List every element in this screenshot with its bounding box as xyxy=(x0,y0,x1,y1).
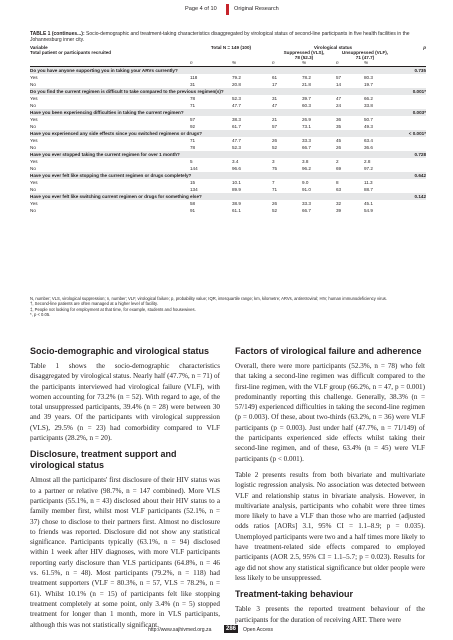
cell-n: 134 xyxy=(190,187,198,192)
page-number: Page 4 of 10 xyxy=(185,6,217,12)
section-heading: Disclosure, treatment support and virological status xyxy=(30,449,177,471)
head-n-total: n xyxy=(190,60,232,67)
table-note: N, number; VLS, virological suppression; n, number; VLF, virological failure; p, probability value; IQR, interquartile range; km, kilometre; ARVs, antiretroviral; HIV, human immunodeficiency virus. xyxy=(30,296,388,301)
cell-sn: 61 xyxy=(272,75,278,80)
cell-sp: 91.0 xyxy=(302,187,311,192)
p-value: 0.642 xyxy=(394,172,426,179)
cell-up: 80.3 xyxy=(364,75,373,80)
paragraph: Almost all the participants' first disclosure of their HIV status was to a partner or relative (98.7%, n = 147 combined). More VLS participants (55.1%, n = 43) disclosed about their HIV status to a family member first, whilst most VLF participants (52.1%, n = 37) chose to disclose to their partners first. Almost no disclosure to friends was reported. Disclosure did not show any statistical significance. Participants typically (63.1%, n = 94) disclosed within 1 week after HIV diagnoses, with more VLF participants reporting early disclosure than VLS participants (64.8%, n = 46 vs. 61.5%, n = 48). Most participants (79.2%, n = 118) had treatment supporters (VLF = 80.3%, n = 57, VLS = 78.2%, n = 61). Whilst 10.1% (n = 15) of participants felt like stopping treatment completely at some point, only 3.4% (n = 5) stopped treatment for longer than 1 month, more in VLS participants, although this was not statistically significant. xyxy=(30,476,220,629)
cell-un: 63 xyxy=(336,187,342,192)
table-row xyxy=(30,137,426,144)
cell-sn: 17 xyxy=(272,82,278,87)
right-column xyxy=(235,346,425,631)
table-row xyxy=(30,102,426,109)
cell-p: 38.3 xyxy=(232,117,241,122)
table-row xyxy=(30,116,426,123)
table-caption xyxy=(30,31,430,43)
table-row xyxy=(30,179,426,186)
cell-un: 24 xyxy=(336,103,342,108)
journal-url-link[interactable]: http://www.sajhivmed.org.za xyxy=(148,627,212,633)
cell-un: 57 xyxy=(336,75,342,80)
paragraph: Overall, there were more participants (52.3%, n = 78) who felt that taking a second-line regimen was difficult compared to the first-line regimen, with the VLF group (66.2%, n = 47, p = 0.001) predominantly reporting this challenge. Generally, 38.3% (n = 57/149) experienced difficulties in taking the second-line regimen (p = 0.003). Of these, about two-thirds (63.2%, n = 36) were VLF participants (p = 0.003). Just under half (47.7%, n = 71/149) of the participants experienced side effects whilst taking their second-line regimen, and of these, 63.4% (n = 45) were VLF participants (p < 0.001). xyxy=(235,362,425,463)
row-label: No xyxy=(30,124,36,129)
row-label: Yes xyxy=(30,159,38,164)
p-value: 0.735 xyxy=(394,67,426,75)
left-column xyxy=(30,346,220,636)
question-text: Have you ever felt like switching current regimen or drugs for something else? xyxy=(30,193,394,200)
cell-un: 2 xyxy=(336,159,339,164)
cell-sn: 7 xyxy=(272,180,275,185)
head-n-supp: n xyxy=(272,60,302,67)
cell-sp: 33.3 xyxy=(302,201,311,206)
row-label: Yes xyxy=(30,138,38,143)
cell-up: 11.3 xyxy=(364,180,373,185)
paragraph: Table 1 shows the socio-demographic characteristics disaggregated by virological status. Nearly half (47.7%, n = 71) of the participants interviewed had virological failure (VLF), with women accounting for 73.2% (n = 52). With regard to age, of the total unsuppressed participants, 39.4% (n = 28) were between 30 and 39 years. Of the participants with virological suppression (VLS), 29.5% (n = 23) had comorbidity compared to VLF participants (28.2%, n = 20). xyxy=(30,362,220,443)
section-heading: Factors of virological failure and adherence xyxy=(235,346,422,356)
page-header xyxy=(0,4,453,16)
cell-sp: 3.8 xyxy=(302,159,309,164)
cell-n: 71 xyxy=(190,103,196,108)
cell-p: 47.7 xyxy=(232,103,241,108)
row-label: Yes xyxy=(30,75,38,80)
row-label: Yes xyxy=(30,96,38,101)
cell-n: 31 xyxy=(190,82,196,87)
cell-p: 10.1 xyxy=(232,180,241,185)
table-note: ‡, People not looking for employment at that time, for example, students and housewives. xyxy=(30,306,196,312)
cell-un: 36 xyxy=(336,117,342,122)
cell-n: 58 xyxy=(190,201,196,206)
head-unsuppressed-n: 71 (47.7) xyxy=(355,55,375,60)
data-table xyxy=(30,45,426,214)
question-text: Do you have anyone supporting you in taking your ARVs currently? xyxy=(30,67,394,75)
row-label: No xyxy=(30,166,36,171)
table-row xyxy=(30,95,426,102)
question-text: Do you find the current regimen is difficult to take compared to the previous regimen(s)? xyxy=(30,88,394,95)
question-row xyxy=(30,151,426,158)
cell-n: 57 xyxy=(190,117,196,122)
paragraph: Table 2 presents results from both bivariate and multivariate logistic regression analysis. No association was detected between VLF and relationship status in bivariate analysis. However, in multivariate analysis, participants who cohabit were three times more likely to have a VLF than those who are married (adjusted odds ratios [AORs] 3.1, 95% CI = 1.1–8.9; p = 0.035). Unemployed participants were two and a half times more likely to have treatment-related side effects compared to employed participants (AOR 2.5, 95% CI = 1.1–5.7; p = 0.023). Results for age did not show any statistical significance but older people were less likely to be unsuppressed. xyxy=(235,470,425,582)
head-suppressed-label: Suppressed (VLS), xyxy=(283,50,325,55)
table-row xyxy=(30,200,426,207)
cell-un: 26 xyxy=(336,145,342,150)
table-notes xyxy=(30,296,430,317)
cell-sp: 60.3 xyxy=(302,103,311,108)
cell-p: 38.9 xyxy=(232,201,241,206)
table-row xyxy=(30,74,426,81)
row-label: No xyxy=(30,187,36,192)
cell-sn: 31 xyxy=(272,96,278,101)
cell-p: 20.8 xyxy=(232,82,241,87)
question-row xyxy=(30,172,426,179)
head-viro: Virological status xyxy=(313,45,353,50)
cell-sn: 26 xyxy=(272,138,278,143)
cell-p: 3.4 xyxy=(232,159,239,164)
header-accent-bar xyxy=(226,4,229,15)
question-row xyxy=(30,67,426,75)
cell-un: 69 xyxy=(336,166,342,171)
table-row xyxy=(30,123,426,130)
cell-up: 54.9 xyxy=(364,208,373,213)
cell-n: 71 xyxy=(190,138,196,143)
question-text: Have you ever stopped taking the current regimen for over 1 month? xyxy=(30,151,394,158)
cell-up: 88.7 xyxy=(364,187,373,192)
cell-sn: 52 xyxy=(272,145,278,150)
cell-sn: 47 xyxy=(272,103,278,108)
row-label: Yes xyxy=(30,180,38,185)
cell-up: 19.7 xyxy=(364,82,373,87)
row-label: No xyxy=(30,145,36,150)
paragraph: Table 3 presents the reported treatment behaviour of the participants for the duration of receiving ART. There were xyxy=(235,605,425,624)
row-label: Yes xyxy=(30,201,38,206)
cell-sp: 9.0 xyxy=(302,180,309,185)
cell-n: 118 xyxy=(190,75,198,80)
cell-p: 96.6 xyxy=(232,166,241,171)
head-total: Total N = 149 (100) xyxy=(210,45,252,50)
question-text: Have you been experiencing difficulties in taking the current regimen? xyxy=(30,109,394,116)
cell-up: 63.4 xyxy=(364,138,373,143)
table-note: *, p < 0.05. xyxy=(30,311,51,317)
cell-sn: 57 xyxy=(272,124,278,129)
table-row xyxy=(30,207,426,214)
row-label: No xyxy=(30,103,36,108)
cell-un: 8 xyxy=(336,180,339,185)
section-label: Original Research xyxy=(234,6,279,12)
cell-n: 92 xyxy=(190,124,196,129)
cell-sp: 21.8 xyxy=(302,82,311,87)
cell-p: 79.2 xyxy=(232,75,241,80)
cell-p: 89.9 xyxy=(232,187,241,192)
question-text: Have you experienced any side effects since you switched regimens or drugs? xyxy=(30,130,394,137)
cell-n: 91 xyxy=(190,208,196,213)
cell-sp: 66.7 xyxy=(302,145,311,150)
table-row xyxy=(30,144,426,151)
cell-p: 61.1 xyxy=(232,208,241,213)
head-pct-total: % xyxy=(232,60,272,67)
question-row xyxy=(30,109,426,116)
cell-un: 39 xyxy=(336,208,342,213)
open-access-label: Open Access xyxy=(243,627,274,633)
head-pct-unsupp: % xyxy=(364,60,394,67)
p-value: < 0.001* xyxy=(394,130,426,137)
cell-n: 15 xyxy=(190,180,196,185)
cell-sp: 96.2 xyxy=(302,166,311,171)
page-footer xyxy=(0,625,453,637)
cell-un: 47 xyxy=(336,96,342,101)
cell-up: 45.1 xyxy=(364,201,373,206)
p-value: 0.142 xyxy=(394,193,426,200)
cell-n: 78 xyxy=(190,145,196,150)
head-unsuppressed-label: Unsuppressed (VLF), xyxy=(341,50,389,55)
question-text: Have you ever felt like stopping the current regimen or drugs completely? xyxy=(30,172,394,179)
head-variable: Variable xyxy=(30,45,48,50)
question-row xyxy=(30,193,426,200)
table-caption-text: Socio-demographic and treatment-taking characteristics disaggregated by virological status of second-line participants in five health facilities in the Johannesburg inner city. xyxy=(30,31,410,44)
cell-un: 45 xyxy=(336,138,342,143)
cell-un: 35 xyxy=(336,124,342,129)
row-label: No xyxy=(30,208,36,213)
cell-sp: 26.9 xyxy=(302,117,311,122)
cell-sn: 75 xyxy=(272,166,278,171)
head-p: p xyxy=(423,45,426,50)
cell-p: 52.3 xyxy=(232,96,241,101)
table-row xyxy=(30,158,426,165)
cell-p: 61.7 xyxy=(232,124,241,129)
cell-up: 36.6 xyxy=(364,145,373,150)
p-value: 0.728 xyxy=(394,151,426,158)
row-label: No xyxy=(30,82,36,87)
cell-n: 78 xyxy=(190,96,196,101)
cell-up: 33.8 xyxy=(364,103,373,108)
table-row xyxy=(30,81,426,88)
cell-un: 32 xyxy=(336,201,342,206)
cell-sn: 3 xyxy=(272,159,275,164)
head-suppressed xyxy=(272,50,336,60)
cell-up: 50.7 xyxy=(364,117,373,122)
section-heading: Treatment-taking behaviour xyxy=(235,589,354,600)
cell-sn: 26 xyxy=(272,201,278,206)
table-note: †, Second-line patients are often managed at a higher level of facility. xyxy=(30,301,158,307)
table-head-row-2 xyxy=(30,50,426,60)
cell-up: 49.3 xyxy=(364,124,373,129)
section-heading: Socio-demographic and virological status xyxy=(30,346,210,356)
table-row xyxy=(30,165,426,172)
p-value: 0.003* xyxy=(394,109,426,116)
cell-n: 144 xyxy=(190,166,198,171)
cell-up: 2.8 xyxy=(364,159,371,164)
table-row xyxy=(30,186,426,193)
head-pct-supp: % xyxy=(302,60,336,67)
cell-n: 5 xyxy=(190,159,193,164)
row-label: Yes xyxy=(30,117,38,122)
cell-sp: 78.2 xyxy=(302,75,311,80)
cell-un: 14 xyxy=(336,82,342,87)
cell-sn: 21 xyxy=(272,117,278,122)
cell-sn: 52 xyxy=(272,208,278,213)
cell-sp: 39.7 xyxy=(302,96,311,101)
cell-p: 47.7 xyxy=(232,138,241,143)
head-unsuppressed xyxy=(336,50,394,60)
cell-sp: 73.1 xyxy=(302,124,311,129)
cell-sn: 71 xyxy=(272,187,278,192)
cell-up: 66.2 xyxy=(364,96,373,101)
head-variable-sub: Total patient or participants recruited xyxy=(30,50,112,55)
table-caption-bold: TABLE 1 (continues...): xyxy=(30,31,85,37)
p-value: 0.001* xyxy=(394,88,426,95)
cell-up: 97.2 xyxy=(364,166,373,171)
head-suppressed-n: 78 (52.3) xyxy=(294,55,314,60)
question-row xyxy=(30,88,426,95)
footer-page-number: 286 xyxy=(226,626,237,632)
cell-sp: 66.7 xyxy=(302,208,311,213)
cell-sp: 33.3 xyxy=(302,138,311,143)
cell-p: 52.3 xyxy=(232,145,241,150)
head-n-unsupp: n xyxy=(336,60,364,67)
question-row xyxy=(30,130,426,137)
